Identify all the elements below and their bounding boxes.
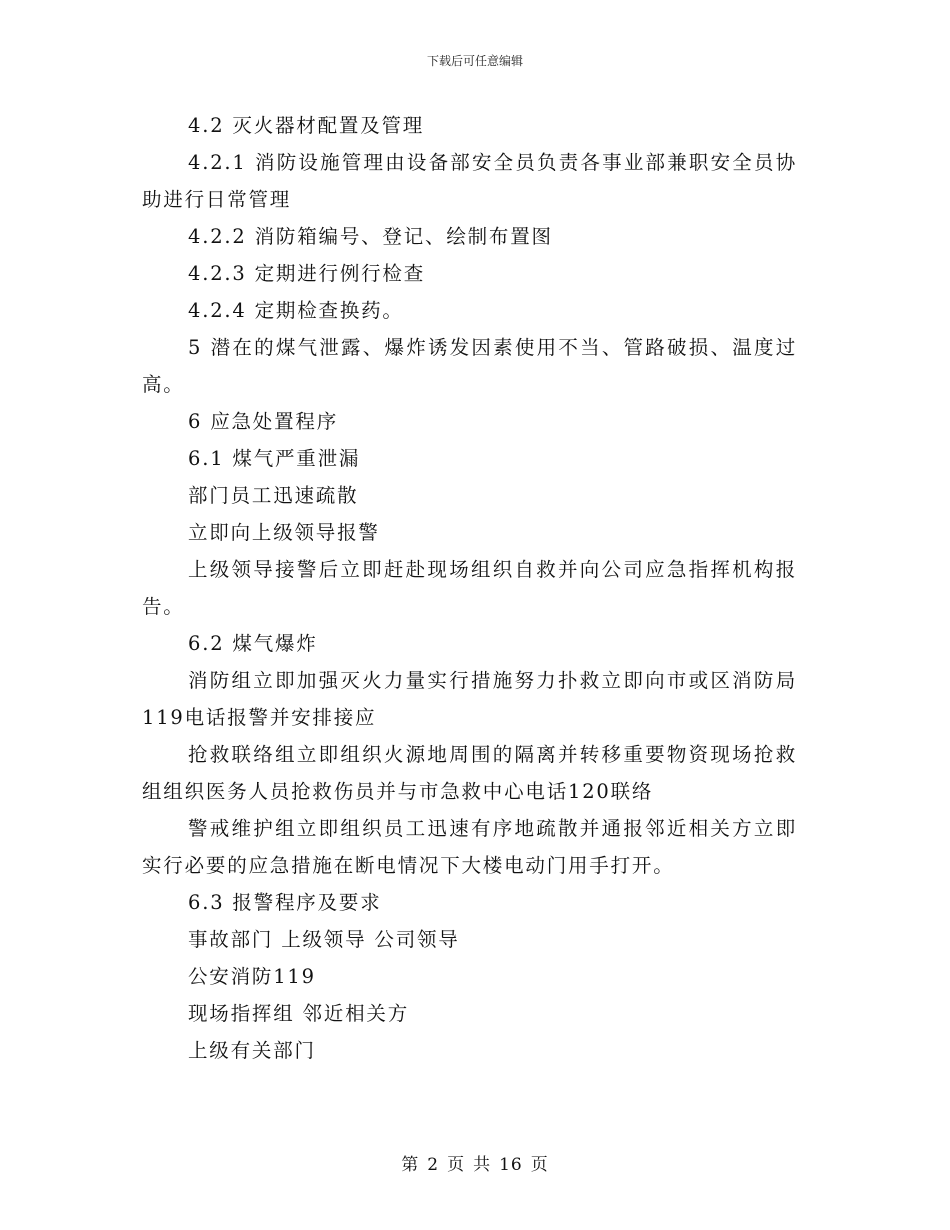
footer-label-unit: 页	[447, 1155, 466, 1175]
paragraph: 消防组立即加强灭火力量实行措施努力扑救立即向市或区消防局119电话报警并安排接应	[142, 669, 797, 729]
section-heading: 6 应急处置程序	[188, 410, 339, 433]
section-heading: 6.2 煤气爆炸	[188, 632, 318, 655]
paragraph: 4.2.3 定期进行例行检查	[188, 262, 426, 285]
paragraph: 立即向上级领导报警	[188, 521, 380, 544]
paragraph: 部门员工迅速疏散	[188, 484, 359, 507]
paragraph: 抢救联络组立即组织火源地周围的隔离并转移重要物资现场抢救组组织医务人员抢救伤员并与市急救中心电话120联络	[142, 743, 797, 803]
paragraph: 4.2.2 消防箱编号、登记、绘制布置图	[188, 225, 553, 248]
paragraph: 上级领导接警后立即赶赴现场组织自救并向公司应急指挥机构报告。	[142, 558, 797, 618]
footer-label-total: 共	[473, 1155, 492, 1175]
paragraph: 现场指挥组 邻近相关方	[188, 1002, 409, 1025]
footer-current-page: 2	[427, 1155, 440, 1175]
paragraph: 警戒维护组立即组织员工迅速有序地疏散并通报邻近相关方立即实行必要的应急措施在断电情况下大楼电动门用手打开。	[142, 817, 797, 877]
paragraph: 事故部门 上级领导 公司领导	[188, 928, 460, 951]
document-body	[142, 107, 797, 1069]
paragraph: 公安消防119	[188, 965, 316, 988]
paragraph: 4.2.4 定期检查换药。	[188, 299, 404, 322]
section-heading: 4.2 灭火器材配置及管理	[188, 114, 425, 137]
paragraph: 4.2.1 消防设施管理由设备部安全员负责各事业部兼职安全员协助进行日常管理	[142, 151, 797, 211]
footer-label-unit-end: 页	[530, 1155, 549, 1175]
footer-total-pages: 16	[499, 1155, 523, 1175]
footer-label-page: 第	[401, 1155, 420, 1175]
paragraph: 上级有关部门	[188, 1039, 316, 1062]
section-heading: 6.3 报警程序及要求	[188, 891, 382, 914]
section-heading: 6.1 煤气严重泄漏	[188, 447, 361, 470]
page-footer	[0, 1155, 950, 1175]
page-header: 下载后可任意编辑	[426, 54, 523, 68]
paragraph: 5 潜在的煤气泄露、爆炸诱发因素使用不当、管路破损、温度过高。	[142, 336, 797, 396]
